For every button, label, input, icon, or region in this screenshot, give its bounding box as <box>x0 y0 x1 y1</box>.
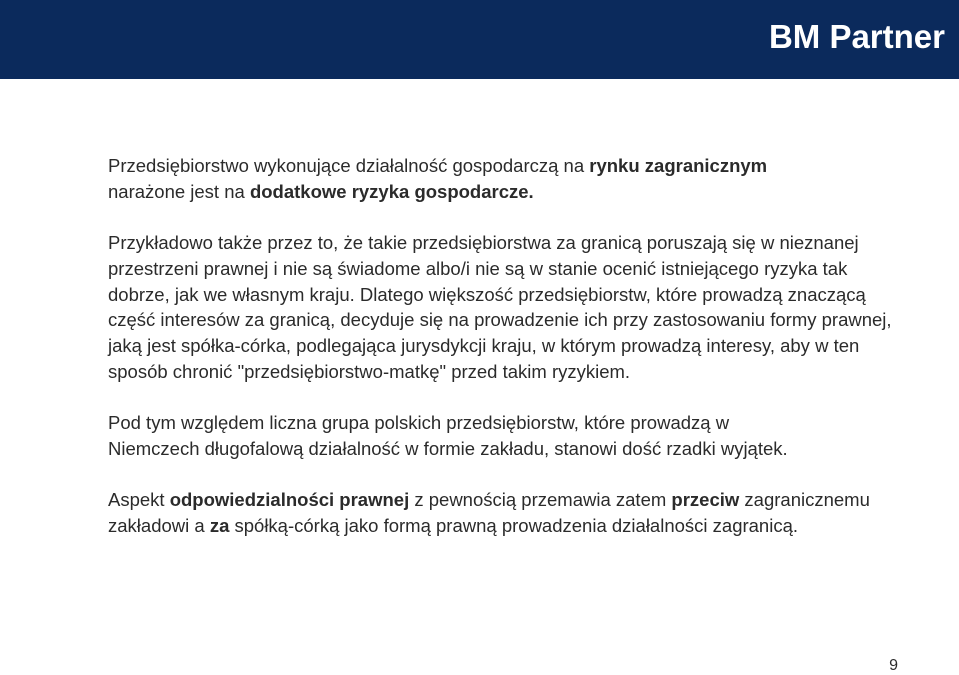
p4-text-4: spółką-córką jako formą prawną prowadzenia działalności zagranicą. <box>229 514 799 536</box>
p4-text-3: zagranicznemu zakładowi a <box>108 489 870 536</box>
p4-bold-2: przeciw <box>671 489 740 511</box>
header-bar <box>0 0 959 79</box>
p1-bold-2: dodatkowe ryzyka gospodarcze. <box>249 180 534 202</box>
paragraph-1 <box>108 153 908 204</box>
p4-bold-1: odpowiedzialności prawnej <box>169 489 410 511</box>
p1-bold-1: rynku zagranicznym <box>589 155 768 176</box>
p4-text-1: Aspekt <box>108 489 170 511</box>
document-body <box>108 153 908 539</box>
p2-text-2: Dlatego większość przedsiębiorstw, które prowadzą znaczącą część interesów za granicą, decyduje się na prowadzenie ich przy zastosowaniu formy prawnej, jaką jest spółka-córka, podlegająca jurysdykcji kraju, w którym prowadzą interesy, aby w ten sposób chronić "przedsiębiorstwo-matkę" przed takim ryzykiem. <box>108 283 892 382</box>
page-title: BM Partner <box>768 18 945 55</box>
page-number: 9 <box>889 657 898 674</box>
p1-text-1: Przedsiębiorstwo wykonujące działalność gospodarczą na <box>108 155 590 176</box>
p4-bold-3: za <box>209 514 230 536</box>
paragraph-2 <box>108 230 908 384</box>
p3-text-2: Niemczech długofalową działalność w formie zakładu, stanowi dość rzadki wyjątek. <box>108 437 788 459</box>
paragraph-3 <box>108 410 908 461</box>
p3-text-1: Pod tym względem liczna grupa polskich przedsiębiorstw, które prowadzą w <box>108 412 730 433</box>
p2-text-1: Przykładowo także przez to, że takie przedsiębiorstwa za granicą poruszają się w nieznanej przestrzeni prawnej i nie są świadome albo/i nie są w stanie ocenić istniejącego ryzyka tak dobrze, jak we własnym kraju. <box>108 232 859 305</box>
p4-text-2: z pewnością przemawia zatem <box>409 489 672 511</box>
paragraph-4 <box>108 487 908 538</box>
p1-text-2: narażone jest na <box>108 180 250 202</box>
